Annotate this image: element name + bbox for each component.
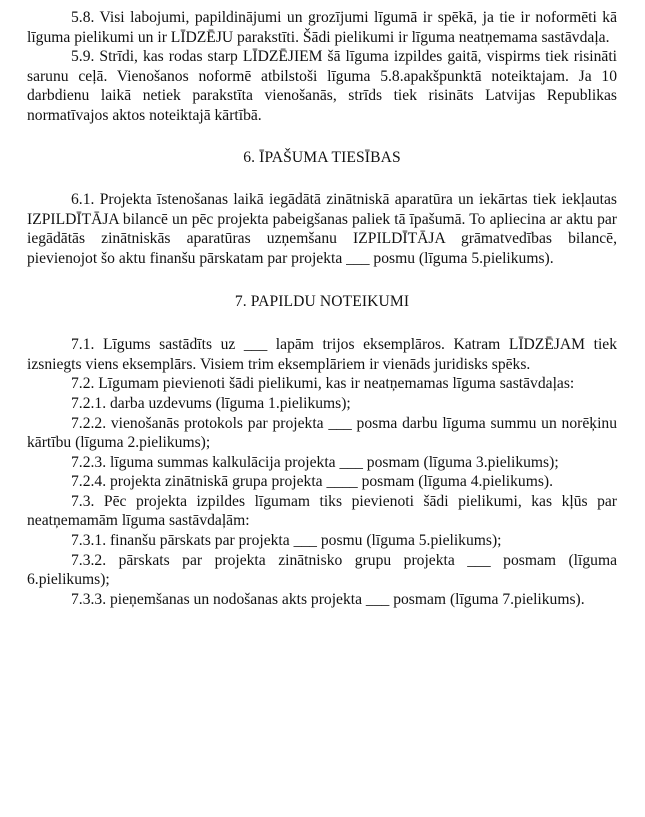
clause-5-8: 5.8. Visi labojumi, papildinājumi un grozījumi līgumā ir spēkā, ja tie ir noformēti kā līguma pielikumi un ir LĪDZĒJU parakstīti. Šādi pielikumi ir līguma neatņemama sastāvdaļa. [27, 9, 617, 46]
clause-7-3: 7.3. Pēc projekta izpildes līgumam tiks pievienoti šādi pielikumi, kas kļūs par neatņemamām līguma sastāvdaļām: [27, 492, 617, 530]
clause-7-2: 7.2. Līgumam pievienoti šādi pielikumi, kas ir neatņemamas līguma sastāvdaļas: [71, 375, 575, 393]
clause-7-3-3: 7.3.3. pieņemšanas un nodošanas akts projekta ___ posmam (līguma 7.pielikums). [71, 590, 585, 608]
clause-7-1: 7.1. Līgums sastādīts uz ___ lapām trijos eksemplāros. Katram LĪDZĒJAM tiek izsniegts viens eksemplārs. Visiem trim eksemplāriem ir vienāds juridisks spēks. [27, 336, 617, 373]
clause-7-2-4: 7.2.4. projekta zinātniskā grupa projekta ____ posmam (līguma 4.pielikums). [71, 473, 554, 491]
clause-7-3-1: 7.3.1. finanšu pārskats par projekta ___ posmu (līguma 5.pielikums); [71, 532, 502, 550]
clause-7-3-2: 7.3.2. pārskats par projekta zinātnisko grupu projekta ___ posmam (līguma 6.pielikums); [27, 551, 617, 589]
section-heading-6: 6. ĪPAŠUMA TIESĪBAS [243, 148, 401, 166]
clause-7-2-3: 7.2.3. līguma summas kalkulācija projekta ___ posmam (līguma 3.pielikums); [71, 453, 559, 471]
clause-7-2-2: 7.2.2. vienošanās protokols par projekta ___ posma darbu līguma summu un norēķinu kārtību (līguma 2.pielikums); [27, 414, 617, 452]
section-heading-7: 7. PAPILDU NOTEIKUMI [234, 292, 410, 310]
clause-6-1: 6.1. Projekta īstenošanas laikā iegādātā zinātniskā aparatūra un iekārtas tiek iekļautas IZPILDĪTĀJA bilancē un pēc projekta pabeigšanas paliek tā īpašumā. To apliecina ar aktu par iegādātās zinātniskās aparatūras uzņemšanu IZPILDĪTĀJA grāmatvedības bilancē, pievienojot šo aktu finanšu pārskatam par projekta ___ posmu (līguma 5.pielikums). [27, 191, 617, 267]
clause-5-9: 5.9. Strīdi, kas rodas starp LĪDZĒJIEM šā līguma izpildes gaitā, vispirms tiek risināti sarunu ceļā. Vienošanos noformē atbilstoši līguma 5.8.apakšpunktā noteiktajam. Ja 10 darbdienu laikā netiek parakstīta vienošanās, strīds tiek risināts Latvijas Republikas normatīvajos aktos noteiktajā kārtībā. [27, 48, 617, 124]
clause-7-2-1: 7.2.1. darba uzdevums (līguma 1.pielikums); [71, 394, 351, 412]
